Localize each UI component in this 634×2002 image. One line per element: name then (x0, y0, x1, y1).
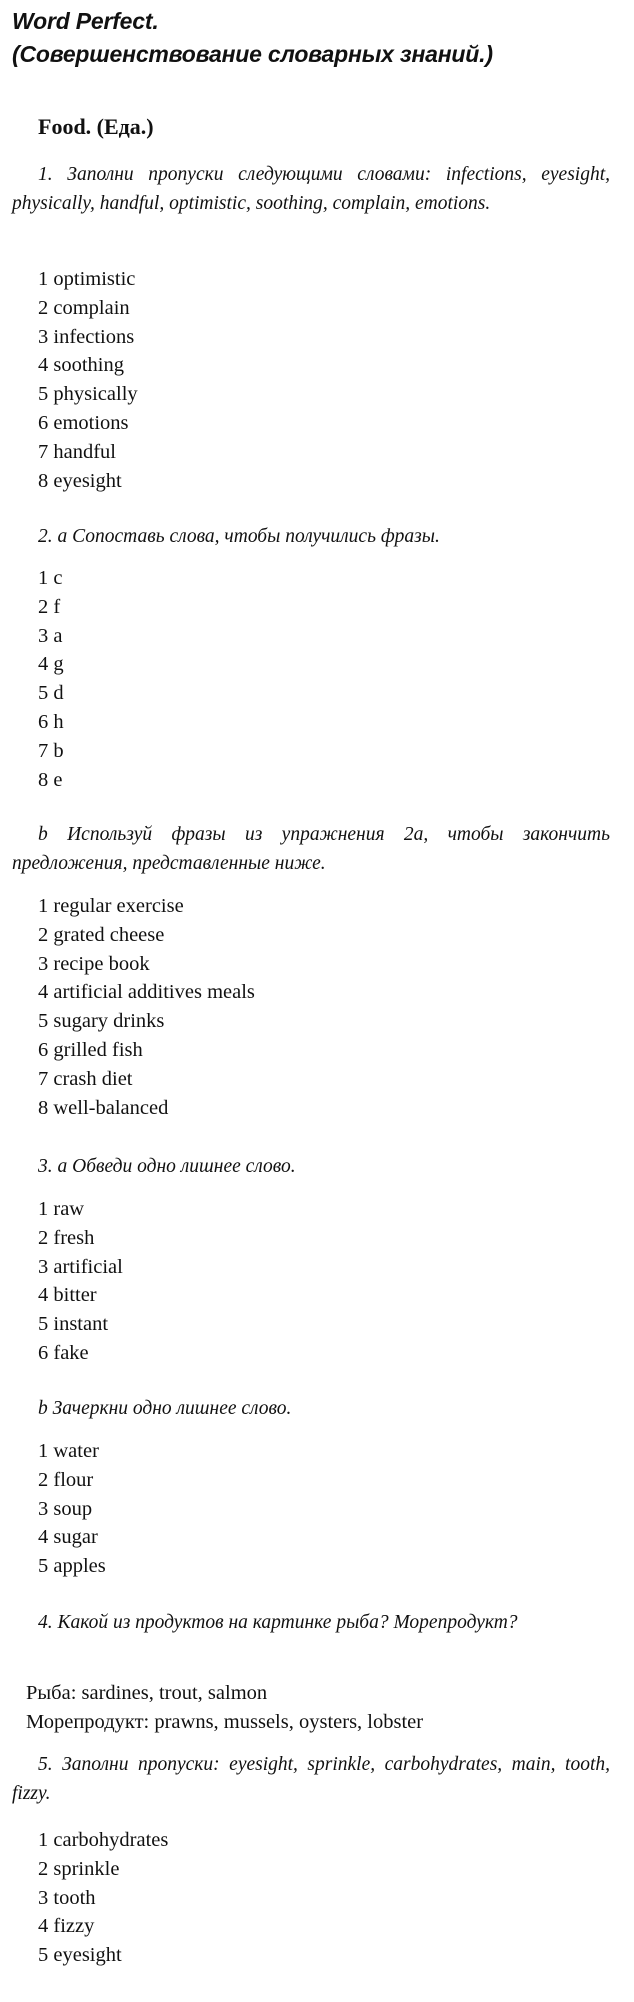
exercise-2b-answers (38, 892, 255, 1122)
exercise-5-instruction: 5. Заполни пропуски: eyesight, sprinkle, carbohydrates, main, tooth, fizzy. (12, 1754, 610, 1804)
answer-item: 5 sugary drinks (38, 1010, 165, 1033)
answer-item: 3 tooth (38, 1886, 96, 1909)
answer-item: 4 bitter (38, 1284, 97, 1307)
exercise-2a-answers (38, 564, 64, 794)
answer-item: 3 infections (38, 325, 135, 348)
page-subtitle: (Совершенствование словарных знаний.) (12, 41, 493, 67)
exercise-3a-answers (38, 1195, 123, 1368)
answer-item: 2 fresh (38, 1226, 95, 1249)
answer-item: 2 flour (38, 1468, 94, 1491)
answer-item: 4 sugar (38, 1526, 98, 1549)
answer-item: 3 soup (38, 1497, 93, 1520)
answer-item: 5 eyesight (38, 1944, 122, 1967)
answer-item: 6 emotions (38, 411, 129, 434)
exercise-1-instruction: 1. Заполни пропуски следующими словами: infections, eyesight, physically, handful, optimistic, soothing, complain, emotions. (12, 164, 610, 214)
exercise-1-answers (38, 265, 138, 495)
answer-item: 1 water (38, 1440, 99, 1462)
exercise-4-fish: Рыба: sardines, trout, salmon (26, 1682, 268, 1704)
answer-item: 8 e (38, 768, 63, 791)
answer-item: 2 grated cheese (38, 923, 165, 946)
answer-item: 5 physically (38, 383, 138, 406)
answer-item: 5 d (38, 682, 64, 705)
answer-item: 6 h (38, 710, 64, 733)
answer-item: 1 optimistic (38, 268, 136, 290)
exercise-4-seafood: Морепродукт: prawns, mussels, oysters, lobster (26, 1711, 424, 1733)
answer-item: 6 fake (38, 1341, 89, 1364)
answer-item: 8 well-balanced (38, 1096, 169, 1119)
answer-item: 6 grilled fish (38, 1038, 143, 1061)
exercise-3b-instruction: b Зачеркни одно лишнее слово. (38, 1398, 292, 1419)
answer-item: 7 crash diet (38, 1067, 133, 1090)
exercise-2a-instruction: 2. a Сопоставь слова, чтобы получились фразы. (38, 526, 440, 547)
answer-item: 5 instant (38, 1313, 109, 1336)
answer-item: 4 fizzy (38, 1915, 95, 1938)
answer-item: 7 handful (38, 440, 116, 463)
answer-item: 1 regular exercise (38, 895, 184, 917)
answer-item: 4 soothing (38, 354, 124, 377)
answer-item: 4 artificial additives meals (38, 981, 255, 1004)
answer-item: 2 complain (38, 296, 130, 319)
answer-item: 1 raw (38, 1198, 85, 1220)
answer-item: 3 recipe book (38, 952, 150, 975)
exercise-4-instruction: 4. Какой из продуктов на картинке рыба? Морепродукт? (38, 1612, 518, 1633)
answer-item: 2 f (38, 595, 61, 618)
exercise-2b-instruction: b Используй фразы из упражнения 2a, чтобы закончить предложения, представленные ниже. (12, 824, 610, 874)
exercise-3b-answers (38, 1437, 106, 1581)
answer-item: 7 b (38, 739, 64, 762)
exercise-5-answers (38, 1826, 168, 1970)
answer-item: 3 a (38, 624, 63, 647)
section-title: Food. (Еда.) (38, 114, 154, 139)
answer-item: 1 c (38, 567, 63, 589)
answer-item: 5 apples (38, 1555, 106, 1578)
answer-item: 4 g (38, 653, 64, 676)
exercise-3a-instruction: 3. a Обведи одно лишнее слово. (38, 1156, 296, 1177)
page-title: Word Perfect. (12, 8, 159, 34)
answer-item: 8 eyesight (38, 469, 122, 492)
answer-item: 1 carbohydrates (38, 1829, 169, 1851)
answer-item: 3 artificial (38, 1255, 123, 1278)
answer-item: 2 sprinkle (38, 1857, 120, 1880)
